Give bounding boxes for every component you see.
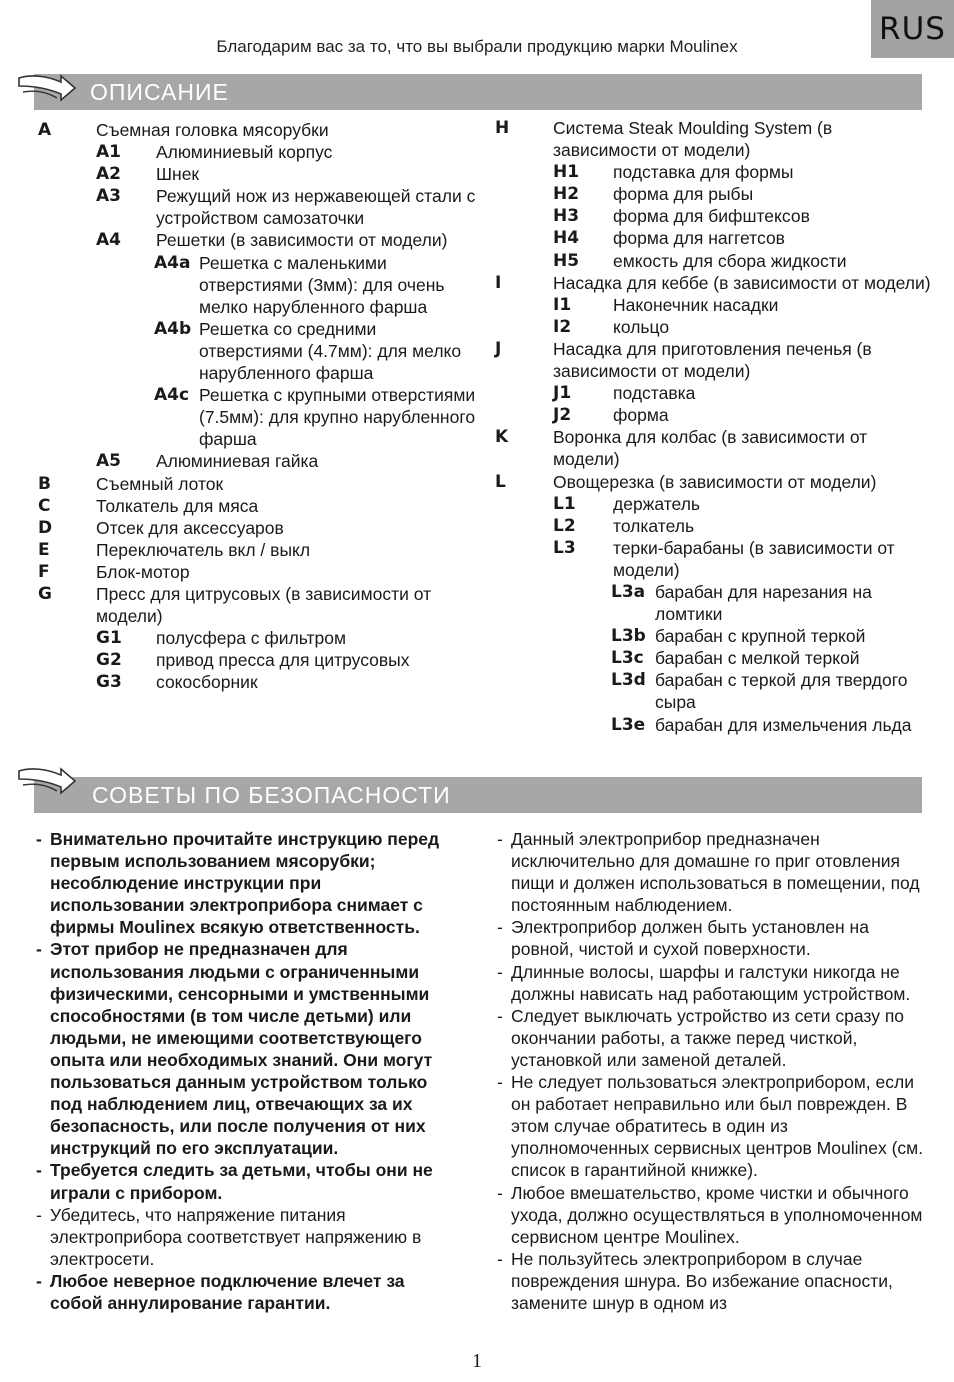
item-label: H xyxy=(495,118,510,138)
safety-text: Убедитесь, что напряжение питания электроприбора соответствует напряжению в электросети. xyxy=(50,1204,422,1269)
page-number: 1 xyxy=(472,1350,482,1372)
list-item xyxy=(495,338,935,382)
item-label: I xyxy=(495,272,502,293)
item-text: Съемный лоток xyxy=(96,473,224,494)
item-label: G3 xyxy=(96,672,122,693)
item-label: J xyxy=(495,338,502,359)
item-label: G2 xyxy=(96,650,122,671)
safety-item xyxy=(497,1182,927,1248)
item-text: толкатель xyxy=(613,515,695,536)
safety-item xyxy=(36,1270,460,1314)
bullet-dash: - xyxy=(497,917,503,938)
safety-right-list xyxy=(497,828,927,1314)
list-item xyxy=(495,183,935,205)
item-label: A5 xyxy=(96,451,121,472)
item-label: A3 xyxy=(96,186,121,207)
item-label: L xyxy=(495,471,506,492)
list-item xyxy=(495,316,935,338)
item-text: форма для бифштексов xyxy=(613,206,810,227)
item-label: L2 xyxy=(553,515,576,536)
item-text: Решетка с крупными отверстиями (7.5мм): для крупно нарубленного фарша xyxy=(199,385,476,450)
item-label: G xyxy=(38,583,52,604)
safety-banner xyxy=(34,777,922,813)
item-label: L3e xyxy=(611,714,646,735)
item-text: сокосборник xyxy=(156,672,258,693)
list-item xyxy=(495,714,935,736)
item-text: барабан с теркой для твердого сыра xyxy=(655,670,908,713)
item-label: H2 xyxy=(553,184,580,205)
item-label: L3b xyxy=(611,626,646,647)
item-label: A4b xyxy=(154,318,192,339)
bullet-dash: - xyxy=(497,1072,503,1093)
list-item xyxy=(495,227,935,249)
item-text: Переключатель вкл / выкл xyxy=(96,539,311,560)
safety-text: Электроприбор должен быть установлен на ровной, чистой и сухой поверхности. xyxy=(511,917,869,960)
list-item xyxy=(38,229,478,251)
item-text: держатель xyxy=(613,493,701,514)
bullet-dash: - xyxy=(36,939,42,960)
list-item xyxy=(495,294,935,316)
item-label: A4c xyxy=(154,385,190,406)
safety-text: Любое неверное подключение влечет за собой аннулирование гарантии. xyxy=(50,1270,405,1313)
list-item xyxy=(38,185,478,229)
bullet-dash: - xyxy=(36,1160,42,1181)
safety-text: Требуется следить за детьми, чтобы они не играли с прибором. xyxy=(50,1160,433,1203)
item-text: Решетка с маленькими отверстиями (3мм): для очень мелко нарубленного фарша xyxy=(199,252,445,317)
bullet-dash: - xyxy=(36,1204,42,1225)
list-item xyxy=(495,471,935,493)
safety-item xyxy=(497,1005,927,1071)
list-item xyxy=(495,515,935,537)
safety-title: СОВЕТЫ ПО БЕЗОПАСНОСТИ xyxy=(92,782,451,808)
list-item xyxy=(495,161,935,183)
item-text: подставка для формы xyxy=(613,162,794,183)
item-text: Шнек xyxy=(156,164,200,185)
list-item xyxy=(495,250,935,272)
item-label: L3c xyxy=(611,648,644,669)
item-label: A2 xyxy=(96,164,121,185)
item-text: Пресс для цитрусовых (в зависимости от модели) xyxy=(96,583,432,627)
description-right-list xyxy=(495,117,935,736)
item-text: Блок-мотор xyxy=(96,561,190,582)
item-text: привод пресса для цитрусовых xyxy=(156,650,410,671)
item-label: A4a xyxy=(154,252,191,273)
safety-text: Этот прибор не предназначен для использования людьми с ограниченными физическими, сенсорными и умственными способностями (в том числе детьми) или людьми, не имеющими соответствующего опыта или необходимых знаний. Они могут пользоваться данным устройством только под наблюдением лиц, отвечающих за их безопасность, или после получения от них инструкций по его эксплуатации. xyxy=(50,939,433,1159)
list-item xyxy=(38,252,478,318)
list-item xyxy=(38,671,478,693)
list-item xyxy=(495,669,935,713)
list-item xyxy=(38,318,478,384)
bullet-dash: - xyxy=(497,829,503,849)
item-label: L3a xyxy=(611,581,646,602)
list-item xyxy=(38,141,478,163)
item-text: барабан для измельчения льда xyxy=(655,714,912,735)
description-title: ОПИСАНИЕ xyxy=(90,79,229,105)
safety-text: Внимательно прочитайте инструкцию перед первым использованием мясорубки; несоблюдение инструкции при использовании электроприбора снимает с фирмы Moulinex всякую ответственность. xyxy=(50,829,440,938)
item-text: Отсек для аксессуаров xyxy=(96,517,284,538)
item-label: H4 xyxy=(553,228,580,249)
list-item xyxy=(495,625,935,647)
list-item xyxy=(38,495,478,517)
item-text: Съемная головка мясорубки xyxy=(96,120,329,140)
safety-item xyxy=(497,1071,927,1181)
list-item xyxy=(495,272,935,294)
bullet-dash: - xyxy=(497,1248,503,1269)
safety-item xyxy=(36,1159,460,1203)
item-label: H5 xyxy=(553,250,580,271)
list-item xyxy=(495,581,935,625)
item-label: B xyxy=(38,473,51,494)
list-item xyxy=(495,426,935,470)
arrow-icon xyxy=(17,765,79,801)
list-item xyxy=(38,450,478,472)
item-label: A xyxy=(38,120,52,140)
safety-item xyxy=(497,916,927,960)
list-item xyxy=(38,163,478,185)
item-label: K xyxy=(495,427,509,448)
list-item xyxy=(495,382,935,404)
item-text: Решетка со средними отверстиями (4.7мм): для мелко нарубленного фарша xyxy=(199,318,462,384)
list-item xyxy=(495,647,935,669)
bullet-dash: - xyxy=(497,961,503,982)
item-text: Система Steak Moulding System (в зависимости от модели) xyxy=(553,118,833,161)
item-label: J1 xyxy=(553,383,572,404)
safety-item xyxy=(36,828,460,938)
list-item xyxy=(495,205,935,227)
item-text: Насадка для кеббе (в зависимости от модели) xyxy=(553,272,931,293)
item-text: Насадка для приготовления печенья (в зависимости от модели) xyxy=(553,338,872,382)
thanks-text: Благодарим вас за то, что вы выбрали продукцию марки Moulinex xyxy=(216,37,738,56)
item-text: форма xyxy=(613,405,669,426)
language-tab: RUS xyxy=(871,0,954,58)
arrow-icon xyxy=(17,72,79,108)
item-text: емкость для сбора жидкости xyxy=(613,250,847,271)
item-label: H1 xyxy=(553,162,580,183)
list-item xyxy=(495,493,935,515)
item-text: Овощерезка (в зависимости от модели) xyxy=(553,471,877,492)
safety-text: Любое вмешательство, кроме чистки и обычного ухода, должно осуществляться в уполномоченном сервисном центре Moulinex. xyxy=(511,1182,923,1247)
safety-item xyxy=(497,961,927,1005)
item-label: A1 xyxy=(96,142,121,163)
safety-left-list xyxy=(36,828,460,1314)
item-text: Алюминиевая гайка xyxy=(156,451,319,472)
bullet-dash: - xyxy=(36,1270,42,1291)
list-item xyxy=(38,627,478,649)
safety-text: Данный электроприбор предназначен исключительно для домашне го приг отовления пищи и должен использоваться в помещении, под постоянным наблюдением. xyxy=(511,829,920,916)
item-text: барабан с мелкой теркой xyxy=(655,648,860,669)
item-text: Толкатель для мяса xyxy=(96,495,259,516)
safety-text: Следует выключать устройство из сети сразу по окончании работы, а также перед чисткой, установкой или заменой деталей. xyxy=(511,1005,905,1070)
item-text: Наконечник насадки xyxy=(613,294,779,315)
item-label: E xyxy=(38,539,50,560)
item-label: I1 xyxy=(553,294,572,315)
description-banner xyxy=(34,74,922,110)
item-text: Решетки (в зависимости от модели) xyxy=(156,230,448,251)
item-text: Режущий нож из нержавеющей стали с устройством самозаточки xyxy=(156,186,476,229)
bullet-dash: - xyxy=(497,1182,503,1203)
item-text: подставка xyxy=(613,383,696,404)
list-item xyxy=(495,404,935,426)
item-text: барабан для нарезания на ломтики xyxy=(655,581,872,625)
bullet-dash: - xyxy=(36,829,42,849)
item-label: C xyxy=(38,495,51,516)
list-item xyxy=(38,517,478,539)
item-label: L1 xyxy=(553,493,576,514)
item-label: G1 xyxy=(96,628,122,649)
item-text: форма для рыбы xyxy=(613,184,754,205)
list-item xyxy=(38,119,478,141)
item-text: кольцо xyxy=(613,316,670,337)
list-item xyxy=(38,649,478,671)
list-item xyxy=(38,539,478,561)
item-label: H3 xyxy=(553,206,580,227)
list-item xyxy=(38,384,478,450)
item-label: A4 xyxy=(96,230,121,251)
safety-text: Длинные волосы, шарфы и галстуки никогда не должны нависать над работающим устройством. xyxy=(511,961,911,1004)
safety-text: Не пользуйтесь электроприбором в случае повреждения шнура. Во избежание опасности, замените шнур в одном из xyxy=(511,1248,893,1313)
list-item xyxy=(38,561,478,583)
item-text: терки-барабаны (в зависимости от модели) xyxy=(613,537,895,580)
list-item xyxy=(495,117,935,161)
bullet-dash: - xyxy=(497,1005,503,1026)
item-label: D xyxy=(38,517,53,538)
item-label: L3 xyxy=(553,537,576,558)
safety-item xyxy=(497,1248,927,1314)
item-label: F xyxy=(38,561,50,582)
item-label: I2 xyxy=(553,316,572,337)
item-text: барабан с крупной теркой xyxy=(655,626,866,647)
item-label: J2 xyxy=(553,405,572,426)
safety-item xyxy=(497,828,927,916)
list-item xyxy=(38,473,478,495)
item-text: полусфера с фильтром xyxy=(156,628,347,649)
safety-text: Не следует пользоваться электроприбором, если он работает неправильно или был поврежден. В этом случае обратитесь в один из уполномоченных сервисных центров Moulinex (см. список в гарантийной книжке). xyxy=(511,1072,924,1181)
item-text: форма для наггетсов xyxy=(613,228,785,249)
safety-item xyxy=(36,938,460,1159)
safety-item xyxy=(36,1204,460,1270)
item-text: Воронка для колбас (в зависимости от модели) xyxy=(553,427,868,470)
item-label: L3d xyxy=(611,670,646,691)
list-item xyxy=(495,537,935,581)
description-left-list xyxy=(38,119,478,693)
item-text: Алюминиевый корпус xyxy=(156,142,333,163)
list-item xyxy=(38,583,478,627)
